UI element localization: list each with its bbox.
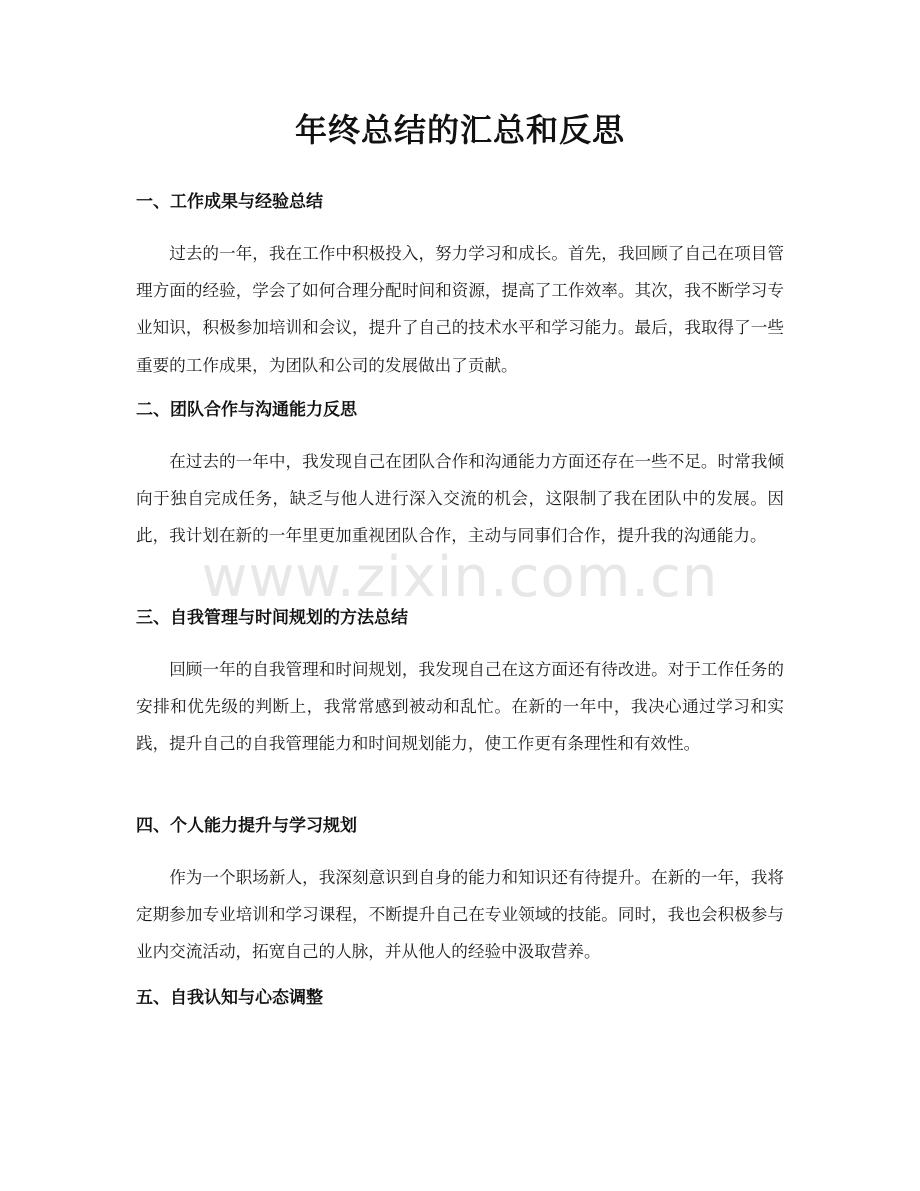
section-body-2: 在过去的一年中，我发现自己在团队合作和沟通能力方面还存在一些不足。时常我倾向于独自完成任务，缺乏与他人进行深入交流的机会，这限制了我在团队中的发展。因此，我计划在新的一年里更加重视团队合作，主动与同事们合作，提升我的沟通能力。 — [136, 452, 784, 546]
section-body-4: 作为一个职场新人，我深刻意识到自身的能力和知识还有待提升。在新的一年，我将定期参加专业培训和学习课程，不断提升自己在专业领域的技能。同时，我也会积极参与业内交流活动，拓宽自己的人脉，并从他人的经验中汲取营养。 — [136, 868, 784, 962]
section-heading-5: 五、自我认知与心态调整 — [136, 988, 323, 1008]
section-heading-3: 三、自我管理与时间规划的方法总结 — [136, 608, 408, 628]
section-body-1: 过去的一年，我在工作中积极投入，努力学习和成长。首先，我回顾了自己在项目管理方面的经验，学会了如何合理分配时间和资源，提高了工作效率。其次，我不断学习专业知识，积极参加培训和会议，提升了自己的技术水平和学习能力。最后，我取得了一些重要的工作成果，为团队和公司的发展做出了贡献。 — [136, 244, 784, 375]
section-heading-1: 一、工作成果与经验总结 — [136, 192, 323, 212]
section-body-3: 回顾一年的自我管理和时间规划，我发现自己在这方面还有待改进。对于工作任务的安排和优先级的判断上，我常常感到被动和乱忙。在新的一年中，我决心通过学习和实践，提升自己的自我管理能力和时间规划能力，使工作更有条理性和有效性。 — [136, 660, 784, 754]
section-heading-2: 二、团队合作与沟通能力反思 — [136, 400, 357, 420]
document-title: 年终总结的汇总和反思 — [294, 111, 625, 149]
section-heading-4: 四、个人能力提升与学习规划 — [136, 816, 357, 836]
watermark: www.zixin.com.cn — [201, 545, 719, 610]
